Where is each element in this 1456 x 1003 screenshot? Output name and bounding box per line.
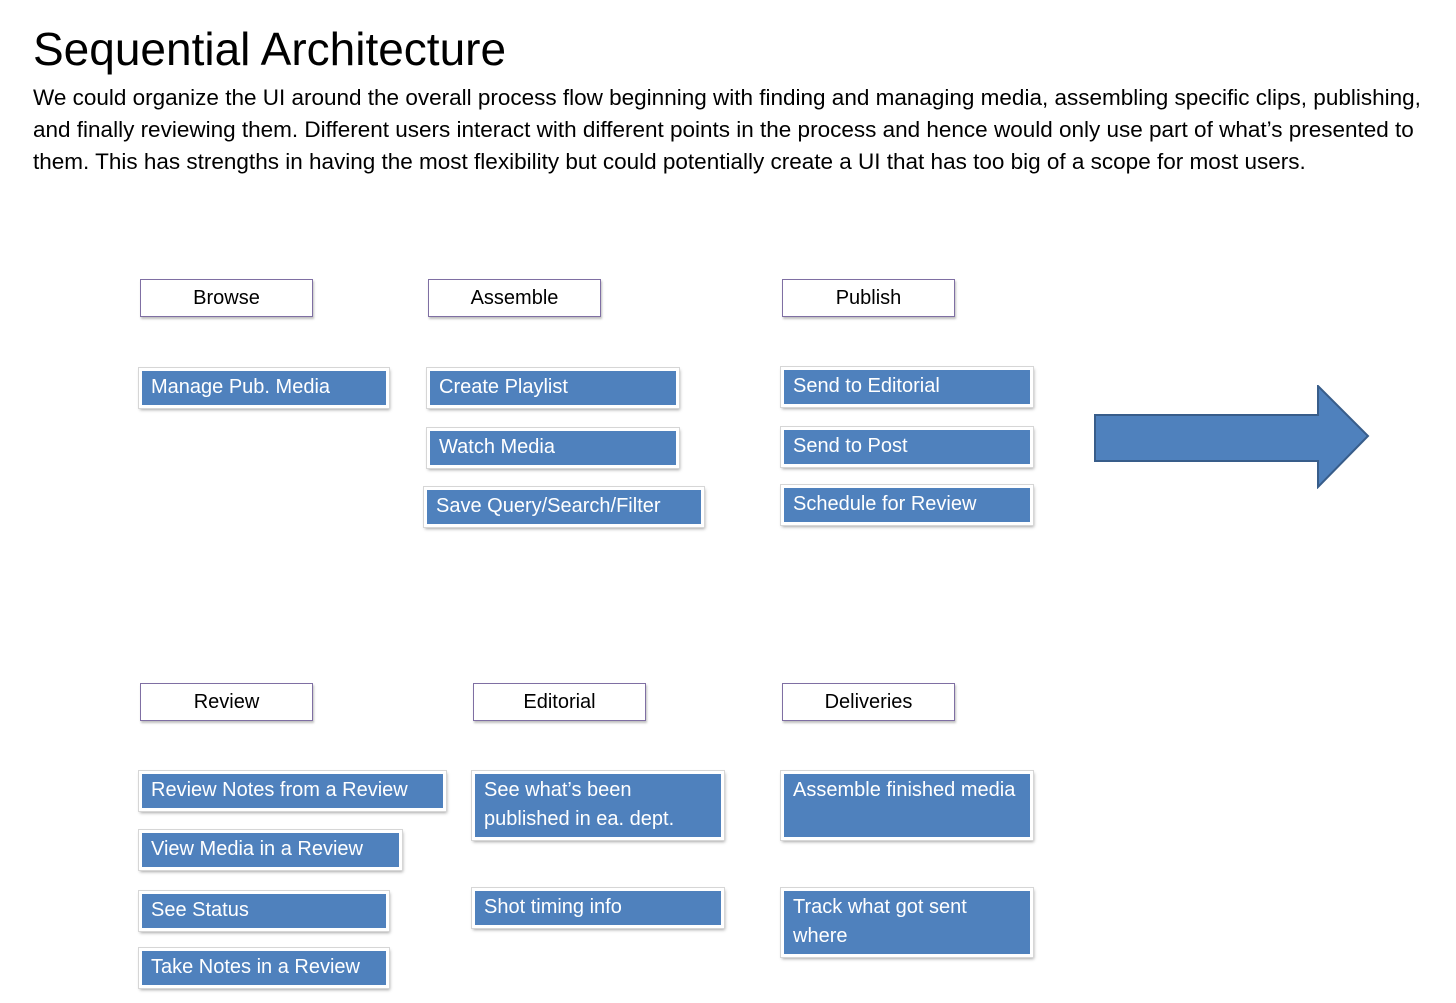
header-browse: Browse: [140, 279, 313, 317]
item-send-to-editorial: Send to Editorial: [781, 367, 1033, 407]
description-paragraph: We could organize the UI around the overall process flow beginning with finding and managing media, assembling specific clips, publishing, and finally reviewing them. Different users interact with different points in the process and hence would only use part of what’s presented to them. This has strengths in having the most flexibility but could potentially create a UI that has too big of a scope for most users.: [33, 85, 1421, 174]
item-create-playlist: Create Playlist: [427, 368, 679, 408]
header-editorial: Editorial: [473, 683, 646, 721]
item-schedule-for-review: Schedule for Review: [781, 485, 1033, 525]
item-watch-media: Watch Media: [427, 428, 679, 468]
header-deliveries: Deliveries: [782, 683, 955, 721]
item-assemble-finished-media: Assemble finished media: [781, 771, 1033, 840]
right-arrow-icon: [1094, 385, 1370, 489]
item-review-notes-from-a-review: Review Notes from a Review: [139, 771, 446, 811]
item-take-notes-in-a-review: Take Notes in a Review: [139, 948, 389, 988]
page-title: Sequential Architecture: [33, 23, 507, 75]
header-review: Review: [140, 683, 313, 721]
item-send-to-post: Send to Post: [781, 427, 1033, 467]
item-save-query-search-filter: Save Query/Search/Filter: [424, 487, 704, 527]
item-see-status: See Status: [139, 891, 389, 931]
item-manage-pub-media: Manage Pub. Media: [139, 368, 389, 408]
item-shot-timing-info: Shot timing info: [472, 888, 724, 928]
item-see-whats-been-published: See what’s been published in ea. dept.: [472, 771, 724, 840]
item-view-media-in-a-review: View Media in a Review: [139, 830, 402, 870]
header-publish: Publish: [782, 279, 955, 317]
header-assemble: Assemble: [428, 279, 601, 317]
item-track-what-got-sent-where: Track what got sent where: [781, 888, 1033, 957]
